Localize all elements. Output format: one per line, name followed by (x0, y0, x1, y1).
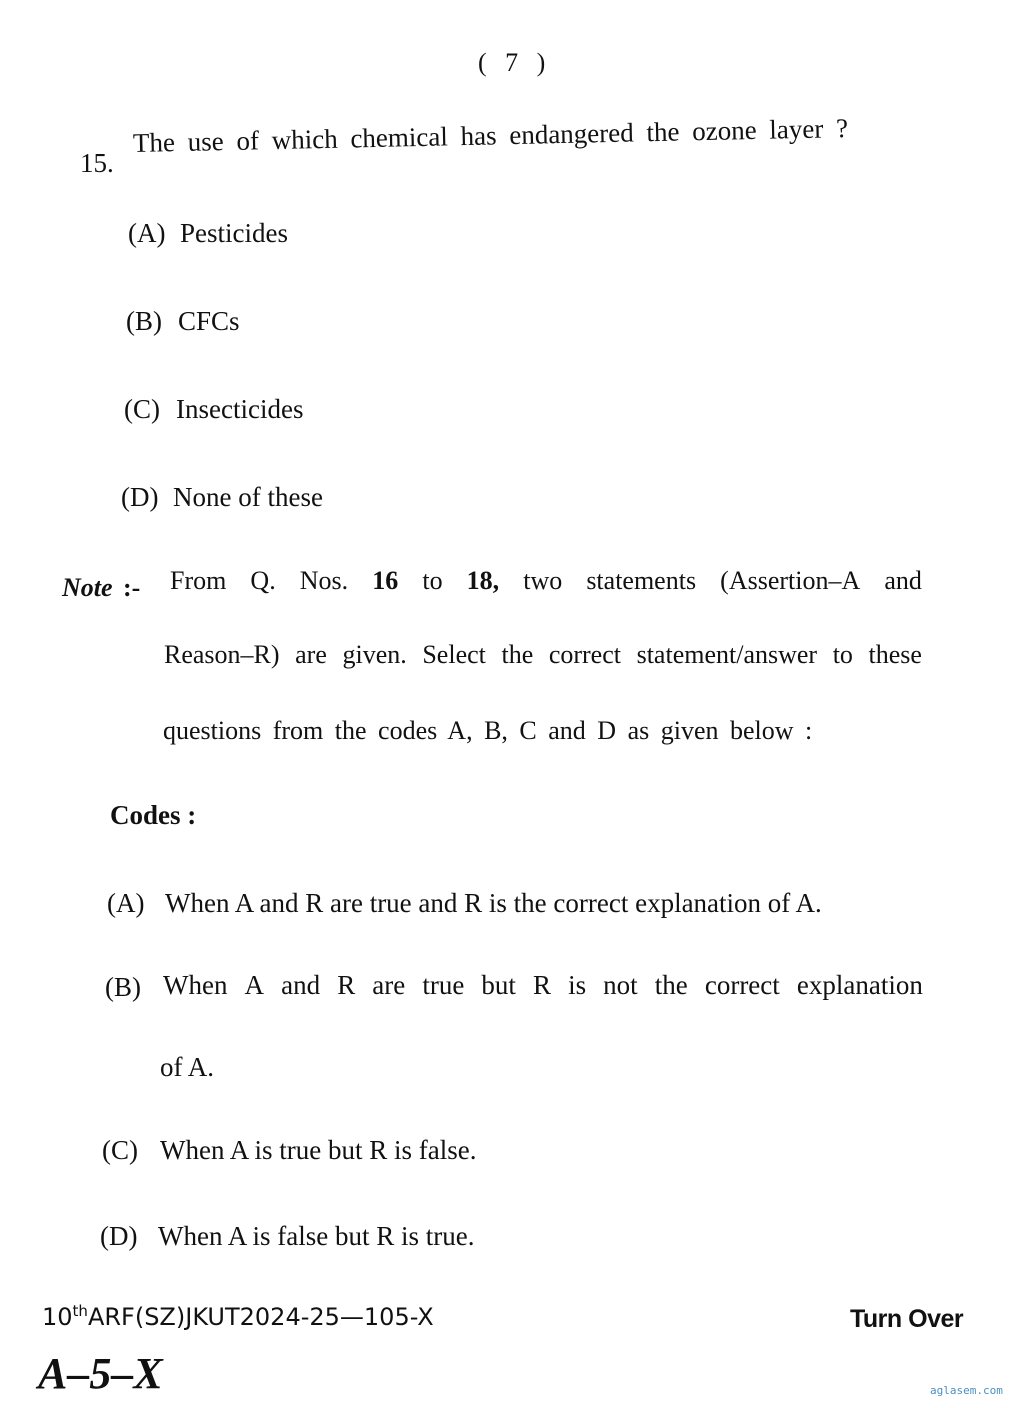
code-b-continuation: of A. (160, 1052, 214, 1082)
code-d (100, 1221, 474, 1252)
code-word: R (337, 970, 356, 1000)
option-label: (B) (126, 306, 162, 336)
option-label: (A) (128, 218, 166, 248)
note-separator: :- (123, 573, 141, 602)
note-word: From (170, 566, 227, 595)
note-word: statements (586, 566, 697, 595)
note-word: statement/answer (636, 640, 818, 669)
page-number: ( 7 ) (478, 48, 552, 77)
note-word: these (868, 640, 922, 669)
note-word: (Assertion–A (720, 566, 861, 595)
note-word: to (422, 566, 443, 595)
code-label: (D) (100, 1221, 138, 1251)
paper-code-prefix: 10 (42, 1303, 73, 1331)
code-word: R (532, 970, 551, 1000)
note-word: Select (422, 640, 486, 669)
note-word: two (523, 566, 563, 595)
note-word: to (832, 640, 853, 669)
code-word: are (372, 970, 406, 1000)
question-text: The use of which chemical has endangered the ozone layer ? (132, 113, 849, 158)
option-c (124, 394, 303, 425)
note-word: Reason–R) (164, 640, 280, 669)
code-word: but (481, 970, 516, 1000)
code-word: the (654, 970, 688, 1000)
note-word: 16 (372, 566, 399, 595)
option-label: (C) (124, 394, 160, 424)
code-b-text (163, 970, 923, 1001)
paper-code-rest: ARF(SZ)JKUT2024-25—105-X (87, 1303, 434, 1331)
code-text: When A is true but R is false. (160, 1135, 477, 1165)
code-word: not (603, 970, 638, 1000)
code-text: When A and R are true and R is the correct explanation of A. (165, 888, 822, 918)
code-a (107, 888, 822, 919)
code-text: When A is false but R is true. (158, 1221, 475, 1251)
note-word: are (295, 640, 327, 669)
note-line-1 (170, 566, 922, 596)
option-d (121, 482, 323, 513)
note-word: the (501, 640, 534, 669)
option-text: Insecticides (176, 394, 304, 424)
option-text: Pesticides (180, 218, 288, 248)
note-line-2 (164, 640, 922, 670)
codes-title: Codes : (110, 800, 197, 830)
option-label: (D) (121, 482, 159, 512)
option-b (126, 306, 240, 337)
note-word: given. (342, 640, 407, 669)
note-word: Nos. (299, 566, 349, 595)
code-label: (C) (102, 1135, 138, 1165)
code-word: true (422, 970, 465, 1000)
code-word: correct (704, 970, 780, 1000)
option-text: None of these (173, 482, 323, 512)
note-word: and (884, 566, 922, 595)
code-word: explanation (796, 970, 923, 1000)
turn-over: Turn Over (850, 1305, 964, 1333)
code-c (102, 1135, 476, 1166)
note-word: Q. (250, 566, 276, 595)
series-code: A–5–X (38, 1349, 163, 1398)
note-line-3: questions from the codes A, B, C and D as given below : (163, 716, 813, 745)
code-label: (A) (107, 888, 145, 918)
watermark: aglasem.com (930, 1384, 1003, 1397)
paper-code (42, 1302, 434, 1331)
note-word: correct (548, 640, 621, 669)
option-text: CFCs (178, 306, 240, 336)
code-word: A (244, 970, 265, 1000)
question-number: 15. (80, 148, 114, 178)
code-b-label: (B) (105, 972, 141, 1002)
code-word: and (281, 970, 321, 1000)
note-label: Note (62, 573, 113, 602)
code-word: is (568, 970, 587, 1000)
note-word: 18, (466, 566, 500, 595)
code-word: When (163, 970, 228, 1000)
option-a (128, 218, 288, 249)
paper-code-sup: th (72, 1302, 88, 1320)
